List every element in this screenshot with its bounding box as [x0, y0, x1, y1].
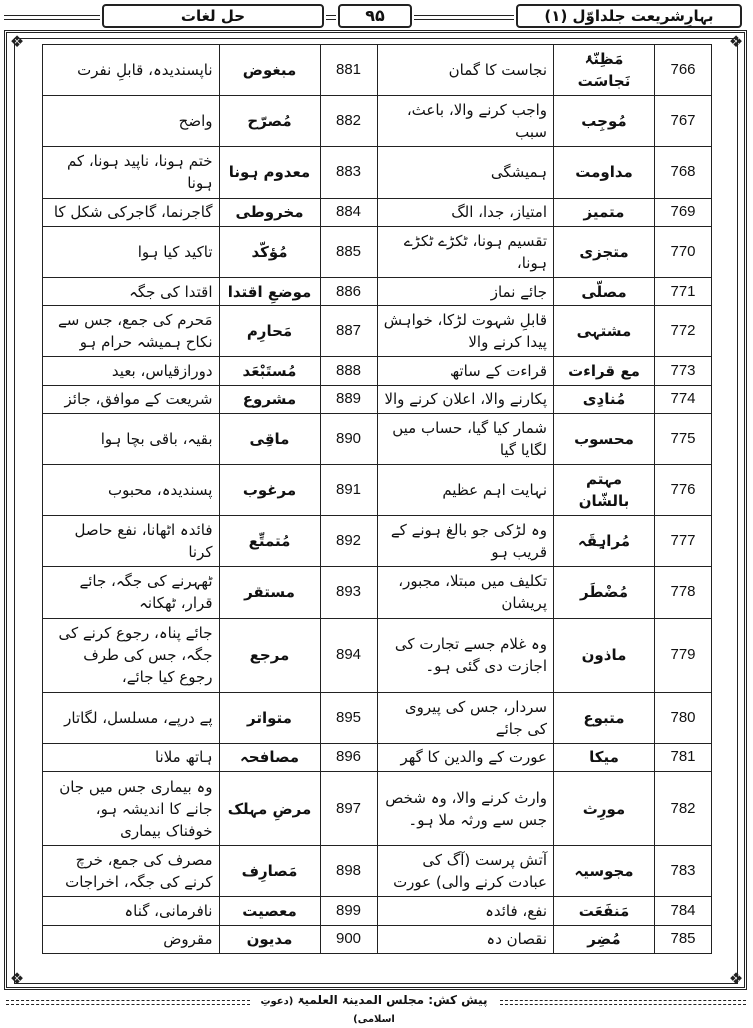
entry-meaning: فائدہ اٹھانا، نفع حاصل کرنا — [43, 516, 220, 567]
entry-word: محسوب — [554, 413, 655, 464]
entry-meaning: ہمیشگی — [377, 147, 554, 198]
table-row — [43, 464, 712, 515]
entry-number: 781 — [655, 743, 712, 771]
entry-meaning: آتش پرست (آگ کی عبادت کرنے والی) عورت — [377, 846, 554, 897]
entry-number: 884 — [320, 198, 377, 226]
entry-meaning: شمار کیا گیا، حساب میں لگایا گیا — [377, 413, 554, 464]
entry-meaning: گاجرنما، گاجرکی شکل کا — [43, 198, 220, 226]
header-ornament — [414, 15, 514, 20]
table-row — [43, 567, 712, 618]
entry-number: 897 — [320, 772, 377, 846]
corner-ornament-icon: ❖ — [9, 32, 25, 51]
entry-word: متبوع — [554, 692, 655, 743]
entry-number: 774 — [655, 385, 712, 413]
entry-meaning: پے درپے، مسلسل، لگاتار — [43, 692, 220, 743]
entry-number: 783 — [655, 846, 712, 897]
entry-meaning: قراءت کے ساتھ — [377, 357, 554, 385]
table-row — [43, 147, 712, 198]
entry-word: مستقر — [219, 567, 320, 618]
entry-word: مداومت — [554, 147, 655, 198]
entry-word: مورِث — [554, 772, 655, 846]
entry-word: مُضِر — [554, 925, 655, 953]
entry-meaning: تقسیم ہونا، ٹکڑے ٹکڑے ہونا، — [377, 226, 554, 277]
footer-ornament — [500, 1000, 746, 1005]
publisher-name: مجلس المدینۃ العلمیۃ — [297, 993, 425, 1007]
entry-word: مشروع — [219, 385, 320, 413]
entry-meaning: واضح — [43, 96, 220, 147]
entry-word: متواتر — [219, 692, 320, 743]
entry-meaning: جائے نماز — [377, 277, 554, 305]
entry-word: مَنفَعَت — [554, 897, 655, 925]
entry-meaning: شریعت کے موافق، جائز — [43, 385, 220, 413]
entry-meaning: عورت کے والدین کا گھر — [377, 743, 554, 771]
entry-meaning: نفع، فائدہ — [377, 897, 554, 925]
entry-number: 767 — [655, 96, 712, 147]
table-row — [43, 846, 712, 897]
entry-meaning: نجاست کا گمان — [377, 45, 554, 96]
entry-meaning: امتیاز، جدا، الگ — [377, 198, 554, 226]
entry-word: مُتمتِّع — [219, 516, 320, 567]
entry-word: مَصارِف — [219, 846, 320, 897]
glossary-table — [42, 44, 712, 954]
entry-meaning: وارث کرنے والا، وہ شخص جس سے ورثہ ملا ہو۔ — [377, 772, 554, 846]
entry-number: 883 — [320, 147, 377, 198]
entry-word: مرغوب — [219, 464, 320, 515]
table-row — [43, 413, 712, 464]
entry-meaning: وہ لڑکی جو بالغ ہونے کے قریب ہو — [377, 516, 554, 567]
footer-ornament — [6, 1000, 250, 1005]
entry-meaning: پسندیدہ، محبوب — [43, 464, 220, 515]
table-row — [43, 743, 712, 771]
entry-number: 766 — [655, 45, 712, 96]
entry-meaning: وہ غلام جسے تجارت کی اجازت دی گئی ہو۔ — [377, 618, 554, 692]
entry-number: 887 — [320, 306, 377, 357]
table-row — [43, 96, 712, 147]
table-row — [43, 897, 712, 925]
entry-word: ماقِی — [219, 413, 320, 464]
table-row — [43, 226, 712, 277]
presenter-label: پیش کش: — [428, 993, 488, 1007]
entry-meaning: ہاتھ ملانا — [43, 743, 220, 771]
entry-meaning: جائے پناہ، رجوع کرنے کی جگہ، جس کی طرف رجوع کیا جائے، — [43, 618, 220, 692]
section-title: حل لغات — [102, 4, 324, 28]
entry-number: 893 — [320, 567, 377, 618]
entry-number: 886 — [320, 277, 377, 305]
entry-word: مَحارِم — [219, 306, 320, 357]
entry-word: معدوم ہونا — [219, 147, 320, 198]
entry-word: مُنادِی — [554, 385, 655, 413]
entry-number: 777 — [655, 516, 712, 567]
entry-meaning: ناپسندیدہ، قابلِ نفرت — [43, 45, 220, 96]
book-title: بہارِشریعت جلداوّل (۱) — [516, 4, 742, 28]
entry-number: 778 — [655, 567, 712, 618]
entry-number: 891 — [320, 464, 377, 515]
publisher-note: (دعوتِ اسلامی) — [260, 996, 395, 1025]
entry-meaning: دورازقیاس، بعید — [43, 357, 220, 385]
entry-word: مرضِ مہلک — [219, 772, 320, 846]
entry-word: مصلّی — [554, 277, 655, 305]
entry-word: مُؤکّد — [219, 226, 320, 277]
entry-word: مصافحہ — [219, 743, 320, 771]
entry-word: مخروطی — [219, 198, 320, 226]
corner-ornament-icon: ❖ — [9, 969, 25, 988]
entry-number: 785 — [655, 925, 712, 953]
entry-meaning: اقتدا کی جگہ — [43, 277, 220, 305]
entry-meaning: نقصان دہ — [377, 925, 554, 953]
entry-meaning: پکارنے والا، اعلان کرنے والا — [377, 385, 554, 413]
entry-number: 780 — [655, 692, 712, 743]
entry-meaning: سردار، جس کی پیروی کی جائے — [377, 692, 554, 743]
entry-word: مُصرّح — [219, 96, 320, 147]
entry-word: متمیز — [554, 198, 655, 226]
table-row — [43, 618, 712, 692]
entry-number: 881 — [320, 45, 377, 96]
entry-number: 768 — [655, 147, 712, 198]
entry-meaning: نافرمانی، گناہ — [43, 897, 220, 925]
entry-number: 771 — [655, 277, 712, 305]
entry-word: مَظِنّۂ نَجاسَت — [554, 45, 655, 96]
entry-number: 776 — [655, 464, 712, 515]
table-row — [43, 198, 712, 226]
entry-number: 885 — [320, 226, 377, 277]
entry-meaning: قابلِ شہوت لڑکا، خواہش پیدا کرنے والا — [377, 306, 554, 357]
entry-meaning: نہایت اہم عظیم — [377, 464, 554, 515]
entry-word: معصیت — [219, 897, 320, 925]
entry-word: متجزی — [554, 226, 655, 277]
entry-meaning: واجب کرنے والا، باعث، سبب — [377, 96, 554, 147]
entry-word: مجوسیہ — [554, 846, 655, 897]
entry-meaning: ختم ہونا، ناپید ہونا، کم ہونا — [43, 147, 220, 198]
entry-word: مُراہِقَہ — [554, 516, 655, 567]
table-row — [43, 692, 712, 743]
entry-number: 888 — [320, 357, 377, 385]
entry-word: موضعِ اقتدا — [219, 277, 320, 305]
entry-number: 769 — [655, 198, 712, 226]
entry-word: مدیون — [219, 925, 320, 953]
entry-word: ماذون — [554, 618, 655, 692]
table-row — [43, 45, 712, 96]
table-row — [43, 516, 712, 567]
entry-number: 889 — [320, 385, 377, 413]
entry-number: 892 — [320, 516, 377, 567]
entry-meaning: مَحرم کی جمع، جس سے نکاح ہمیشہ حرام ہو — [43, 306, 220, 357]
entry-number: 784 — [655, 897, 712, 925]
entry-number: 772 — [655, 306, 712, 357]
table-row — [43, 357, 712, 385]
entry-meaning: ٹھہرنے کی جگہ، جائے قرار، ٹھکانہ — [43, 567, 220, 618]
entry-number: 890 — [320, 413, 377, 464]
entry-word: مع قراءت — [554, 357, 655, 385]
corner-ornament-icon: ❖ — [728, 32, 744, 51]
entry-meaning: مقروض — [43, 925, 220, 953]
entry-meaning: تاکید کیا ہوا — [43, 226, 220, 277]
entry-meaning: تکلیف میں مبتلا، مجبور، پریشان — [377, 567, 554, 618]
entry-meaning: بقیہ، باقی بچا ہوا — [43, 413, 220, 464]
entry-word: میکا — [554, 743, 655, 771]
publisher-credit — [254, 992, 494, 1025]
table-row — [43, 772, 712, 846]
entry-number: 894 — [320, 618, 377, 692]
entry-meaning: وہ بیماری جس میں جان جانے کا اندیشہ ہو، خوفناک بیماری — [43, 772, 220, 846]
page-footer — [0, 992, 753, 1025]
corner-ornament-icon: ❖ — [728, 969, 744, 988]
entry-word: مرجع — [219, 618, 320, 692]
entry-word: مشتہی — [554, 306, 655, 357]
entry-number: 899 — [320, 897, 377, 925]
entry-number: 782 — [655, 772, 712, 846]
table-row — [43, 306, 712, 357]
table-row — [43, 277, 712, 305]
entry-number: 775 — [655, 413, 712, 464]
entry-word: مُضْطَر — [554, 567, 655, 618]
entry-word: مبغوض — [219, 45, 320, 96]
table-row — [43, 925, 712, 953]
entry-number: 773 — [655, 357, 712, 385]
table-row — [43, 385, 712, 413]
entry-word: مُوجِب — [554, 96, 655, 147]
entry-word: مُستَبْعَد — [219, 357, 320, 385]
entry-number: 779 — [655, 618, 712, 692]
entry-number: 895 — [320, 692, 377, 743]
header-ornament — [326, 15, 336, 20]
entry-number: 900 — [320, 925, 377, 953]
entry-number: 770 — [655, 226, 712, 277]
page-number: ۹۵ — [338, 4, 412, 28]
entry-number: 882 — [320, 96, 377, 147]
page-header — [0, 2, 753, 32]
entry-number: 896 — [320, 743, 377, 771]
header-ornament-left — [4, 15, 100, 20]
entry-number: 898 — [320, 846, 377, 897]
entry-meaning: مصرف کی جمع، خرچ کرنے کی جگہ، اخراجات — [43, 846, 220, 897]
entry-word: مہتم بالشّان — [554, 464, 655, 515]
